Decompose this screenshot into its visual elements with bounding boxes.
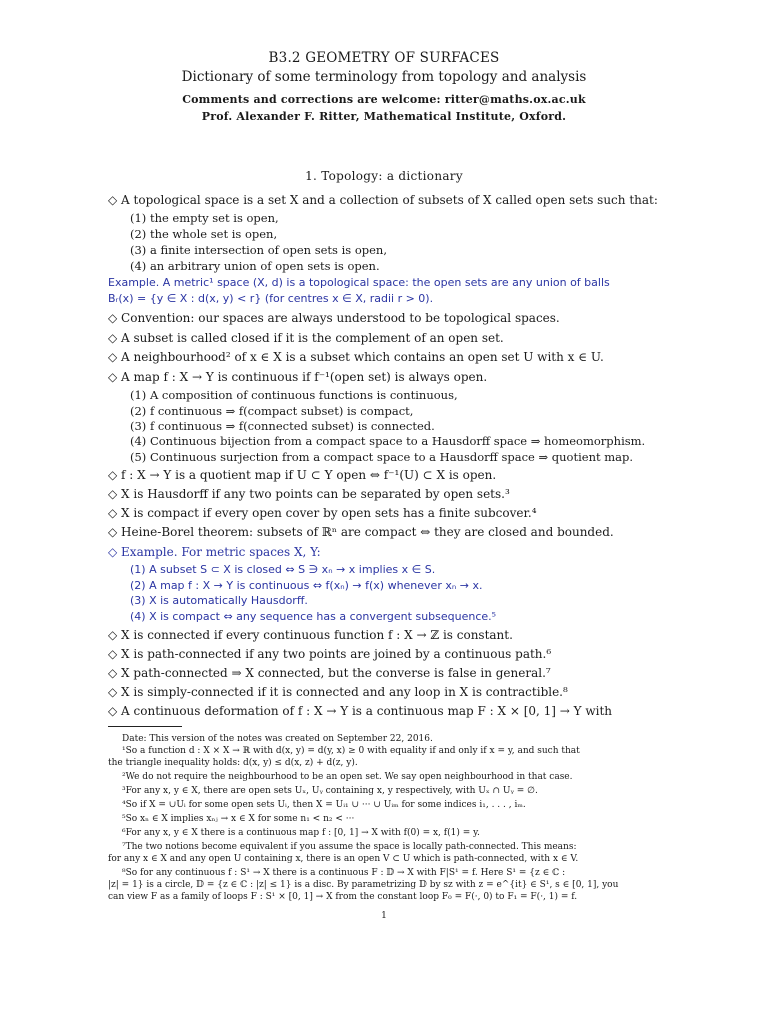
definition-quotient-map: ◇ f : X → Y is a quotient map if U ⊂ Y open ⇔ f⁻¹(U) ⊂ X is open. (108, 468, 497, 482)
definition-connected: ◇ X is connected if every continuous function f : X → ℤ is constant. (108, 628, 513, 642)
axiom-item: (1) the empty set is open, (130, 211, 279, 225)
course-title: B3.2 GEOMETRY OF SURFACES (268, 50, 500, 66)
example-metric-spaces: ◇ Example. For metric spaces X, Y: (108, 545, 321, 559)
example-item: (2) A map f : X → Y is continuous ⇔ f(xₙ) → f(x) whenever xₙ → x. (130, 579, 483, 592)
footnote-5: ⁵So xₙ ∈ X implies xₙⱼ → x ∈ X for some n₁ < n₂ < ··· (122, 814, 355, 824)
example-item: (3) X is automatically Hausdorff. (130, 594, 308, 607)
definition-continuous: ◇ A map f : X → Y is continuous if f⁻¹(open set) is always open. (108, 370, 488, 384)
property-item: (4) Continuous bijection from a compact space to a Hausdorff space ⇒ homeomorphism. (130, 434, 646, 448)
definition-simply-connected: ◇ X is simply-connected if it is connected and any loop in X is contractible.⁸ (108, 685, 568, 699)
footnote-7: ⁷The two notions become equivalent if you assume the space is locally path-connected. This means: (122, 842, 577, 852)
document-subtitle: Dictionary of some terminology from topology and analysis (181, 69, 587, 85)
heine-borel-theorem: ◇ Heine-Borel theorem: subsets of ℝⁿ are compact ⇔ they are closed and bounded. (108, 525, 614, 539)
axiom-item: (4) an arbitrary union of open sets is open. (130, 259, 380, 273)
definition-path-connected: ◇ X is path-connected if any two points are joined by a continuous path.⁶ (108, 647, 552, 661)
axiom-item: (2) the whole set is open, (130, 227, 278, 241)
path-connected-implication: ◇ X path-connected ⇒ X connected, but the converse is false in general.⁷ (108, 666, 551, 680)
example-metric-space: Example. A metric¹ space (X, d) is a topological space: the open sets are any union of balls (108, 276, 610, 289)
definition-closed: ◇ A subset is called closed if it is the complement of an open set. (108, 331, 504, 345)
footnote-1: ¹So a function d : X × X → ℝ with d(x, y) = d(y, x) ≥ 0 with equality if and only if x = y, and such that (122, 746, 580, 756)
footnote-3: ³For any x, y ∈ X, there are open sets Uₓ, Uᵧ containing x, y respectively, with Uₓ ∩ Uᵧ = ∅. (122, 786, 538, 796)
property-item: (1) A composition of continuous functions is continuous, (130, 388, 458, 402)
footnote-date: Date: This version of the notes was created on September 22, 2016. (122, 734, 433, 744)
property-item: (5) Continuous surjection from a compact space to a Hausdorff space ⇒ quotient map. (130, 450, 634, 464)
author-line: Prof. Alexander F. Ritter, Mathematical Institute, Oxford. (201, 110, 567, 123)
example-item: (1) A subset S ⊂ X is closed ⇔ S ∋ xₙ → x implies x ∈ S. (130, 563, 436, 576)
footnote-4: ⁴So if X = ∪Uᵢ for some open sets Uᵢ, then X = Uᵢ₁ ∪ ··· ∪ Uᵢₘ for some indices i₁, . . . , iₘ. (122, 800, 526, 810)
example-item: (4) X is compact ⇔ any sequence has a convergent subsequence.⁵ (130, 610, 497, 623)
footnote-8: ⁸So for any continuous f : S¹ → X there is a continuous F : 𝔻 → X with F|S¹ = f. Here S¹ = {z ∈ ℂ : (122, 868, 566, 878)
footnote-1-cont: the triangle inequality holds: d(x, y) ≤ d(x, z) + d(z, y). (108, 758, 358, 768)
example-metric-space-cont: Bᵣ(x) = {y ∈ X : d(x, y) < r} (for centres x ∈ X, radii r > 0). (108, 292, 434, 305)
property-item: (3) f continuous ⇒ f(connected subset) is connected. (130, 419, 435, 433)
footnote-6: ⁶For any x, y ∈ X there is a continuous map f : [0, 1] → X with f(0) = x, f(1) = y. (122, 828, 480, 838)
comments-line: Comments and corrections are welcome: ritter@maths.ox.ac.uk (182, 93, 586, 106)
definition-deformation: ◇ A continuous deformation of f : X → Y is a continuous map F : X × [0, 1] → Y with (108, 704, 613, 718)
definition-neighbourhood: ◇ A neighbourhood² of x ∈ X is a subset which contains an open set U with x ∈ U. (108, 350, 604, 364)
page-number: 1 (381, 911, 387, 921)
footnote-8-cont: can view F as a family of loops F : S¹ × [0, 1] → X from the constant loop F₀ = F(·, 0) to F₁ = F(·, 1) = f. (108, 892, 578, 902)
definition-compact: ◇ X is compact if every open cover by open sets has a finite subcover.⁴ (108, 506, 537, 520)
convention-line: ◇ Convention: our spaces are always understood to be topological spaces. (108, 311, 560, 325)
footnote-7-cont: for any x ∈ X and any open U containing x, there is an open V ⊂ U which is path-connected, with x ∈ V. (108, 854, 579, 864)
footnote-divider (108, 726, 182, 727)
definition-topological-space: ◇ A topological space is a set X and a collection of subsets of X called open sets such that: (108, 193, 658, 207)
footnote-2: ²We do not require the neighbourhood to be an open set. We say open neighbourhood in that case. (122, 772, 573, 782)
definition-hausdorff: ◇ X is Hausdorff if any two points can be separated by open sets.³ (108, 487, 510, 501)
property-item: (2) f continuous ⇒ f(compact subset) is compact, (130, 404, 414, 418)
section-heading: 1. Topology: a dictionary (305, 169, 463, 183)
axiom-item: (3) a finite intersection of open sets is open, (130, 243, 387, 257)
footnote-8-cont: |z| = 1} is a circle, 𝔻 = {z ∈ ℂ : |z| ≤ 1} is a disc. By parametrizing 𝔻 by sz with z = e^{it} ∈ S¹, s ∈ [0, 1], you (108, 880, 619, 890)
